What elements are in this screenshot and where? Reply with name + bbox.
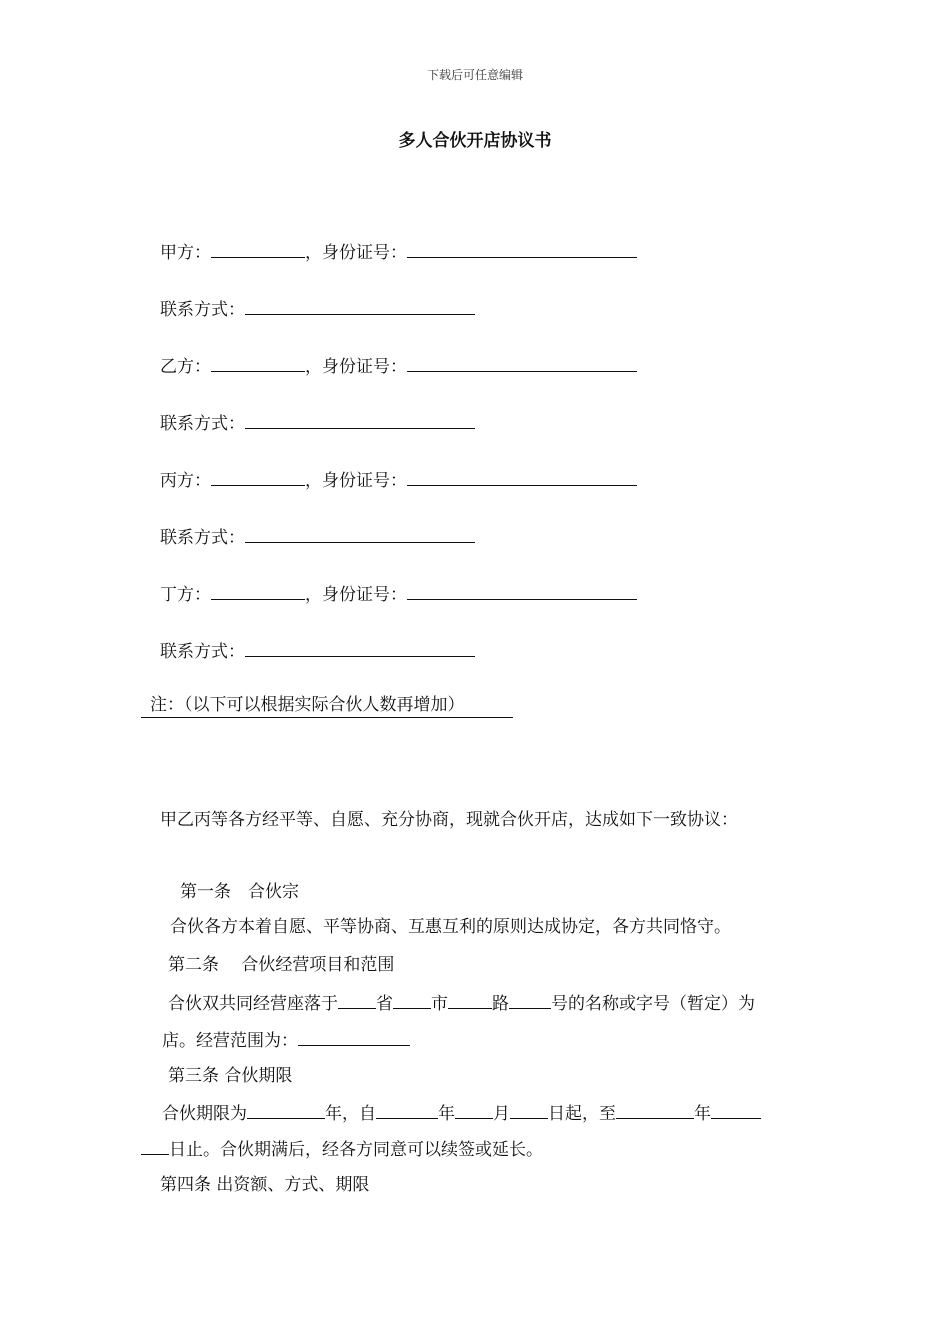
business-scope-label: 店。经营范围为：: [162, 1031, 298, 1051]
province-label: 省: [376, 994, 393, 1014]
road-label: 路: [492, 994, 509, 1014]
party-b-line: [160, 353, 637, 379]
end-year-label: 年: [694, 1104, 711, 1124]
end-day-blank[interactable]: [141, 1136, 169, 1155]
start-year-label: 年: [438, 1104, 455, 1124]
party-b-name-blank[interactable]: [211, 353, 305, 372]
party-c-line: [160, 467, 637, 493]
article-4-title: 第四条 出资额、方式、期限: [160, 1175, 370, 1195]
party-d-id-label: ，身份证号：: [305, 585, 407, 605]
article-2-body-line-1: [168, 990, 755, 1016]
start-year-blank[interactable]: [376, 1100, 438, 1119]
party-a-contact-line: [160, 296, 475, 322]
party-a-label: 甲方：: [160, 243, 211, 263]
party-d-name-blank[interactable]: [211, 581, 305, 600]
party-a-id-blank[interactable]: [407, 239, 637, 258]
article-3-body-line-1: [162, 1100, 761, 1126]
party-b-id-label: ，身份证号：: [305, 357, 407, 377]
term-years-blank[interactable]: [247, 1100, 325, 1119]
party-c-contact-blank[interactable]: [245, 524, 475, 543]
party-a-contact-label: 联系方式：: [160, 300, 245, 320]
business-scope-blank[interactable]: [298, 1027, 410, 1046]
party-d-contact-label: 联系方式：: [160, 642, 245, 662]
end-year-blank[interactable]: [616, 1100, 694, 1119]
party-c-contact-label: 联系方式：: [160, 528, 245, 548]
party-b-contact-label: 联系方式：: [160, 414, 245, 434]
article-1-body: 合伙各方本着自愿、平等协商、互惠互利的原则达成协定，各方共同恪守。: [170, 917, 731, 937]
number-blank[interactable]: [509, 990, 551, 1009]
article-2-text: 合伙双共同经营座落于: [168, 994, 338, 1014]
city-label: 市: [431, 994, 448, 1014]
article-2-body-line-2: [162, 1027, 410, 1053]
term-end-text: 日止。合伙期满后，经各方同意可以续签或延长。: [169, 1140, 543, 1160]
province-blank[interactable]: [338, 990, 376, 1009]
party-c-label: 丙方：: [160, 471, 211, 491]
intro-paragraph: 甲乙丙等各方经平等、自愿、充分协商，现就合伙开店，达成如下一致协议：: [160, 810, 738, 830]
party-a-line: [160, 239, 637, 265]
article-3-body-line-2: [141, 1136, 543, 1162]
party-c-id-label: ，身份证号：: [305, 471, 407, 491]
city-blank[interactable]: [393, 990, 431, 1009]
party-c-id-blank[interactable]: [407, 467, 637, 486]
party-a-id-label: ，身份证号：: [305, 243, 407, 263]
header-note: 下载后可任意编辑: [426, 68, 523, 82]
party-d-id-blank[interactable]: [407, 581, 637, 600]
start-day-blank[interactable]: [510, 1100, 548, 1119]
term-label: 合伙期限为: [162, 1104, 247, 1124]
party-d-contact-line: [160, 638, 475, 664]
party-a-contact-blank[interactable]: [245, 296, 475, 315]
additional-parties-note: 注：（以下可以根据实际合伙人数再增加）: [141, 693, 513, 718]
party-d-label: 丁方：: [160, 585, 211, 605]
party-b-id-blank[interactable]: [407, 353, 637, 372]
article-2-title: 第二条 合伙经营项目和范围: [168, 955, 395, 975]
document-title: 多人合伙开店协议书: [398, 131, 552, 151]
article-3-title: 第三条 合伙期限: [168, 1066, 293, 1086]
party-d-line: [160, 581, 637, 607]
party-a-name-blank[interactable]: [211, 239, 305, 258]
party-d-contact-blank[interactable]: [245, 638, 475, 657]
party-b-label: 乙方：: [160, 357, 211, 377]
party-b-contact-blank[interactable]: [245, 410, 475, 429]
until-label: 日起，至: [548, 1104, 616, 1124]
article-1-title: 第一条 合伙宗: [180, 882, 299, 902]
start-month-label: 月: [493, 1104, 510, 1124]
start-month-blank[interactable]: [455, 1100, 493, 1119]
end-month-blank[interactable]: [711, 1100, 761, 1119]
from-label: 年，自: [325, 1104, 376, 1124]
party-b-contact-line: [160, 410, 475, 436]
party-c-contact-line: [160, 524, 475, 550]
road-blank[interactable]: [448, 990, 492, 1009]
party-c-name-blank[interactable]: [211, 467, 305, 486]
shop-name-label: 号的名称或字号（暂定）为: [551, 994, 755, 1014]
